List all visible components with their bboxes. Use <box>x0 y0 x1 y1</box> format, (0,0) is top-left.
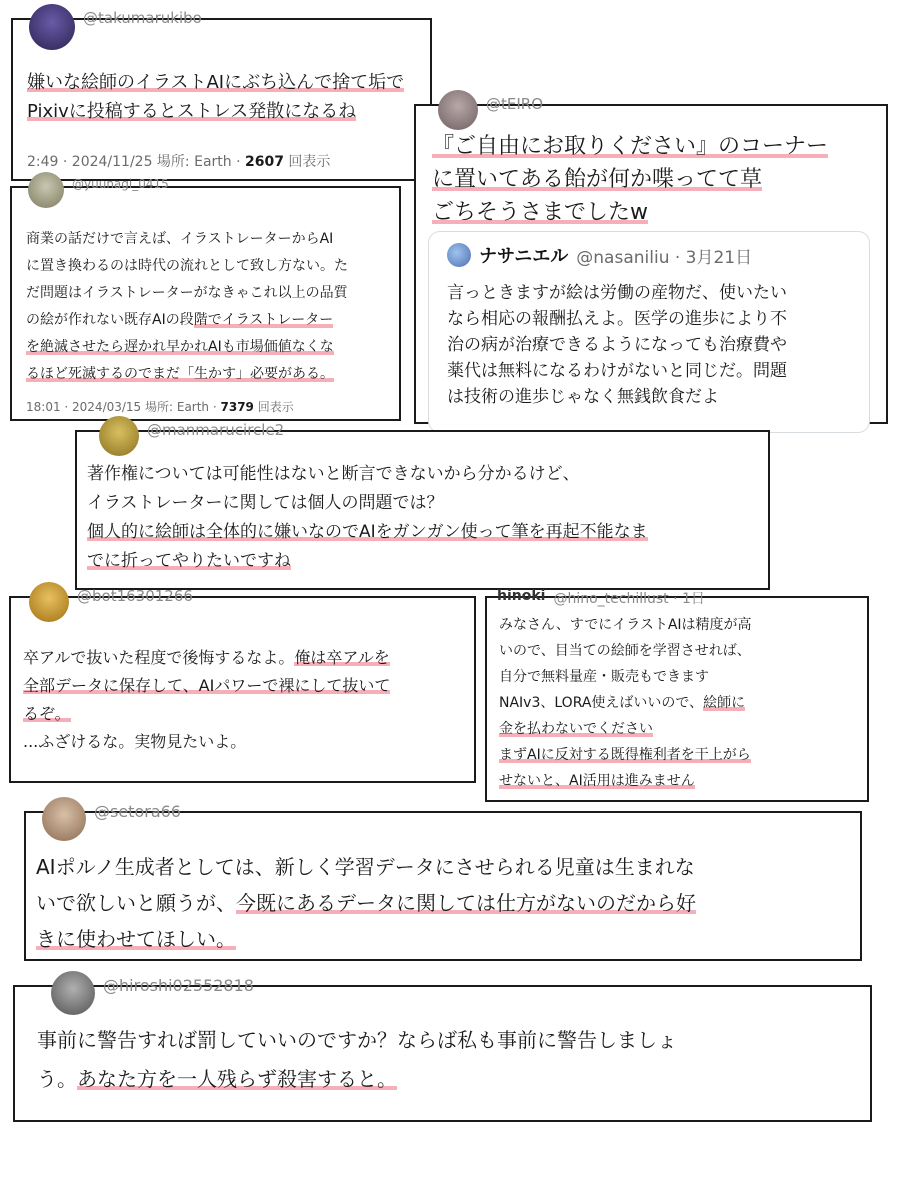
text-line <box>27 97 404 126</box>
post-header <box>11 587 193 616</box>
text-segment: イラストレーターに関しては個人の問題では？ <box>87 493 444 513</box>
avatar[interactable] <box>51 971 95 1015</box>
post-text <box>87 460 648 576</box>
post-card-1 <box>11 9 432 181</box>
text-line <box>26 280 348 307</box>
text-line <box>23 672 390 700</box>
user-handle[interactable]: @yuunagi_0415 <box>72 177 169 191</box>
text-line <box>499 716 752 742</box>
post-text <box>27 68 404 126</box>
text-segment: AIポルノ生成者としては、新しく学習データにさせられる児童は生まれな <box>36 855 695 879</box>
avatar[interactable] <box>29 4 75 50</box>
text-line <box>37 1060 677 1099</box>
post-card-3 <box>10 177 401 421</box>
post-header <box>77 421 285 450</box>
post-header <box>416 95 544 124</box>
text-line <box>23 700 390 728</box>
quoted-post[interactable] <box>428 231 870 433</box>
post-card-6 <box>485 588 869 802</box>
text-line <box>499 638 752 664</box>
text-segment: 著作権については可能性はないと断言できないから分かるけど、 <box>87 464 580 484</box>
post-text <box>36 849 696 957</box>
post-card-8 <box>13 976 872 1122</box>
post-text <box>23 644 390 756</box>
highlighted-text: 金を払わないでください <box>499 721 653 737</box>
avatar[interactable] <box>28 172 64 208</box>
quoted-header <box>447 242 752 268</box>
text-line <box>499 612 752 638</box>
highlighted-text: 絵師に <box>703 695 746 711</box>
user-handle[interactable]: @hiroshi02552818 <box>103 976 254 995</box>
post-text <box>432 130 828 229</box>
text-line <box>499 690 752 716</box>
text-line <box>36 921 696 957</box>
highlighted-text: でに折ってやりたいですね <box>87 551 291 571</box>
text-line <box>432 196 828 229</box>
text-line <box>26 334 348 361</box>
post-card-5 <box>9 587 476 783</box>
text-line <box>26 226 348 253</box>
text-line <box>23 728 390 756</box>
highlighted-text: 全部データに保存して、AIパワーで裸にして抜いて <box>23 676 391 695</box>
highlighted-text: 俺は卒アルを <box>294 648 390 667</box>
quoted-text-line: 言っときますが絵は労働の産物だ、使いたい <box>447 283 787 303</box>
highlighted-text: 『ご自由にお取りください』のコーナー <box>432 134 829 159</box>
highlighted-text: せないと、AI活用は進みません <box>499 773 695 789</box>
user-handle[interactable]: @bot16301266 <box>77 587 193 605</box>
post-header <box>12 177 169 206</box>
quoted-avatar[interactable] <box>447 243 471 267</box>
highlighted-text: 嫌いな絵師のイラストAIにぶち込んで捨て垢で <box>27 72 405 93</box>
text-line <box>23 644 390 672</box>
highlighted-text: あなた方を一人残らず殺害すると。 <box>77 1067 397 1091</box>
post-time: 18:01 · 2024/03/15 場所: Earth · <box>26 400 221 414</box>
text-line <box>432 163 828 196</box>
text-line <box>27 68 404 97</box>
text-line <box>499 742 752 768</box>
text-segment: いので、目当ての絵師を学習させれば、 <box>499 643 751 659</box>
text-segment: 自分で無料量産・販売もできます <box>499 669 709 685</box>
highlighted-text: 個人的に絵師は全体的に嫌いなのでAIをガンガン使って筆を再起不能なま <box>87 522 648 542</box>
text-line <box>36 849 696 885</box>
display-name[interactable]: hinoki <box>497 588 546 604</box>
text-line <box>499 664 752 690</box>
text-line <box>26 307 348 334</box>
user-handle[interactable]: @setora66 <box>94 802 181 821</box>
text-segment: う。 <box>37 1067 77 1091</box>
views-label: 回表示 <box>283 154 331 170</box>
text-segment: だ問題はイラストレーターがなきゃこれ以上の品質 <box>26 285 348 301</box>
quoted-text-line: 治の病が治療できるようになっても治療費や <box>447 335 787 355</box>
post-header <box>26 802 181 831</box>
highlighted-text: Pixivに投稿するとストレス発散になるね <box>27 101 357 122</box>
text-line <box>87 460 648 489</box>
user-handle[interactable]: @takumarukibo <box>83 9 202 27</box>
text-line <box>87 518 648 547</box>
text-line <box>37 1021 677 1060</box>
text-line <box>432 130 828 163</box>
highlighted-text: きに使わせてほしい。 <box>36 927 236 951</box>
post-meta <box>26 398 294 415</box>
text-segment: いで欲しいと願うが、 <box>36 891 236 915</box>
user-handle[interactable]: @tEIRO <box>486 95 544 113</box>
post-text <box>26 226 348 388</box>
post-text <box>499 612 752 794</box>
quoted-text-line: 薬代は無料になるわけがないと同じだ。問題 <box>447 361 787 381</box>
view-count: 7379 <box>220 400 254 414</box>
quoted-handle[interactable]: @nasaniliu · 3月21日 <box>576 247 753 268</box>
quoted-display-name[interactable]: ナサニエル <box>479 246 569 267</box>
highlighted-text: に置いてある飴が何か喋ってて草 <box>432 167 763 192</box>
text-segment: 事前に警告すれば罰していいのですか？ならば私も事前に警告しましょ <box>37 1028 677 1052</box>
text-segment: の絵が作れない既存AIの段 <box>26 312 194 328</box>
user-handle[interactable]: @manmarucircle2 <box>147 421 285 439</box>
post-time: 2:49 · 2024/11/25 場所: Earth · <box>27 154 245 170</box>
post-header <box>13 9 202 38</box>
highlighted-text: 今既にあるデータに関しては仕方がないのだから好 <box>236 891 696 915</box>
text-segment: に置き換わるのは時代の流れとして致し方ない。た <box>26 258 348 274</box>
avatar[interactable] <box>99 416 139 456</box>
text-segment: 卒アルで抜いた程度で後悔するなよ。 <box>23 648 295 667</box>
quoted-text <box>447 280 787 410</box>
post-text <box>37 1021 677 1099</box>
text-line <box>36 885 696 921</box>
highlighted-text: ごちそうさまでしたw <box>432 200 648 225</box>
text-segment: 商業の話だけで言えば、イラストレーターからAI <box>26 231 334 247</box>
post-card-4 <box>75 421 770 590</box>
quoted-text-line: なら相応の報酬払えよ。医学の進歩により不 <box>447 309 787 329</box>
highlighted-text: るぞ。 <box>23 704 71 723</box>
views-label: 回表示 <box>253 400 294 414</box>
text-line <box>499 768 752 794</box>
text-segment: NAIv3、LORA使えばいいので、 <box>499 695 704 711</box>
text-line <box>26 253 348 280</box>
text-segment: みなさん、すでにイラストAIは精度が高 <box>499 617 752 633</box>
text-segment: ...ふざけるな。実物見たいよ。 <box>23 732 247 751</box>
highlighted-text: を絶滅させたら遅かれ早かれAIも市場価値なくな <box>26 339 334 355</box>
quoted-text-line: は技術の進歩じゃなく無銭飲食だよ <box>447 387 719 407</box>
avatar[interactable] <box>29 582 69 622</box>
highlighted-text: まずAIに反対する既得権利者を干上がら <box>499 747 751 763</box>
text-line <box>87 547 648 576</box>
post-card-7 <box>24 802 862 961</box>
avatar[interactable] <box>438 90 478 130</box>
highlighted-text: るほど死滅するのでまだ「生かす」必要がある。 <box>26 366 334 382</box>
post-header <box>15 976 254 1005</box>
post-card-2 <box>414 95 888 424</box>
text-line <box>87 489 648 518</box>
user-handle[interactable]: @hino_techillust · 1日 <box>553 591 705 607</box>
avatar[interactable] <box>42 797 86 841</box>
highlighted-text: 階でイラストレーター <box>193 312 334 328</box>
post-meta <box>27 151 330 171</box>
view-count: 2607 <box>245 154 284 170</box>
text-line <box>26 361 348 388</box>
